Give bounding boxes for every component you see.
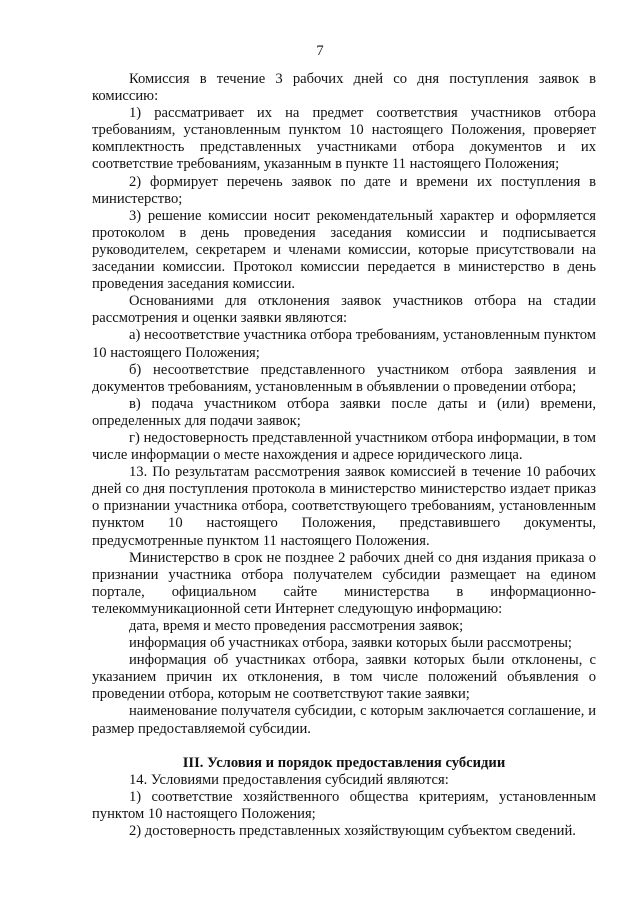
document-body — [92, 71, 596, 840]
paragraph-ministry-publication: Министерство в срок не позднее 2 рабочих дней со дня издания приказа о признании участника отбора получателем субсидии размещает на едином портале, официальном сайте министерства в информационно-телекоммуникационной сети Интернет следующую информацию: — [92, 549, 596, 617]
paragraph-ground-a: а) несоответствие участника отбора требованиям, установленным пунктом 10 настоящего Положения; — [92, 327, 596, 361]
paragraph-info-reviewed: информация об участниках отбора, заявки которых были рассмотрены; — [129, 635, 572, 652]
paragraph-condition-2: 2) достоверность представленных хозяйствующим субъектом сведений. — [129, 823, 576, 840]
paragraph-info-date: дата, время и место проведения рассмотрения заявок; — [129, 618, 464, 634]
page-number: 7 — [316, 43, 324, 59]
paragraph-item-3: 3) решение комиссии носит рекомендательный характер и оформляется протоколом в день проведения заседания комиссии и подписывается руководителем, секретарем и членами комиссии, которые присутствовали на заседании комиссии. Протокол комиссии передается в министерство в день проведения заседания комиссии. — [92, 207, 596, 293]
paragraph-item-1: 1) рассматривает их на предмет соответствия участников отбора требованиям, установленным пунктом 10 настоящего Положения, проверяет комплектность представленных участниками отбора документов и их соответствие требованиям, указанным в пункте 11 настоящего Положения; — [92, 105, 596, 173]
paragraph-item-2: 2) формирует перечень заявок по дате и времени их поступления в министерство; — [92, 173, 596, 207]
paragraph-clause-13: 13. По результатам рассмотрения заявок комиссией в течение 10 рабочих дней со дня поступления протокола в министерство министерство издает приказ о признании участника отбора, соответствующего требованиям, установленным пунктом 10 настоящего Положения, представившего документы, предусмотренные пунктом 11 настоящего Положения. — [92, 464, 596, 549]
paragraph-ground-b: б) несоответствие представленного участником отбора заявления и документов требованиям, установленным в объявлении о проведении отбора; — [92, 361, 596, 395]
paragraph-info-recipient: наименование получателя субсидии, с которым заключается соглашение, и размер предоставляемой субсидии. — [92, 703, 596, 737]
paragraph-commission-intro: Комиссия в течение 3 рабочих дней со дня поступления заявок в комиссию: — [92, 71, 596, 105]
paragraph-ground-v: в) подача участником отбора заявки после даты и (или) времени, определенных для подачи заявок; — [92, 395, 596, 429]
paragraph-info-rejected: информация об участниках отбора, заявки которых были отклонены, с указанием причин их отклонения, в том числе положений объявления о проведении отбора, которым не соответствуют такие заявки; — [92, 652, 596, 703]
paragraph-ground-g: г) недостоверность представленной участником отбора информации, в том числе информации о месте нахождения и адресе юридического лица. — [92, 429, 596, 464]
paragraph-condition-1: 1) соответствие хозяйственного общества критериям, установленным пунктом 10 настоящего Положения; — [92, 788, 596, 822]
paragraph-clause-14: 14. Условиями предоставления субсидий являются: — [129, 771, 449, 788]
section-heading: III. Условия и порядок предоставления субсидии — [182, 754, 506, 771]
paragraph-rejection-grounds: Основаниями для отклонения заявок участников отбора на стадии рассмотрения и оценки заявки являются: — [92, 293, 596, 327]
